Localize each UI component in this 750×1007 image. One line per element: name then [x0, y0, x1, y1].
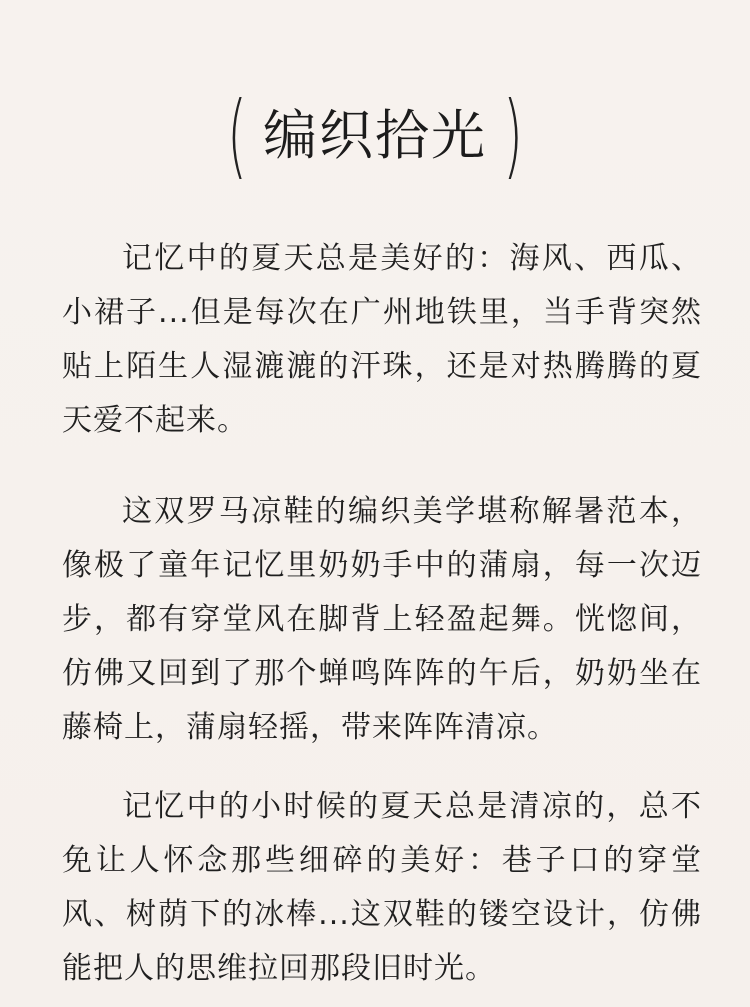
- paragraph-block-2: [62, 485, 702, 755]
- title-close-paren: ): [503, 82, 523, 189]
- title-group: [219, 82, 531, 189]
- paragraph-block-3: [62, 780, 702, 996]
- title-text: 编织拾光: [263, 104, 487, 167]
- paragraph-2: 这双罗马凉鞋的编织美学堪称解暑范本，像极了童年记忆里奶奶手中的蒲扇，每一次迈步，都有穿堂风在脚背上轻盈起舞。恍惚间，仿佛又回到了那个蝉鸣阵阵的午后，奶奶坐在藤椅上，蒲扇轻摇，带来阵阵清凉。: [62, 494, 702, 745]
- paragraph-block-1: [62, 232, 702, 448]
- title-open-paren: (: [227, 82, 247, 189]
- paragraph-3: 记忆中的小时候的夏天总是清凉的，总不免让人怀念那些细碎的美好：巷子口的穿堂风、树荫下的冰棒...这双鞋的镂空设计，仿佛能把人的思维拉回那段旧时光。: [62, 789, 702, 986]
- paragraph-1: 记忆中的夏天总是美好的：海风、西瓜、小裙子...但是每次在广州地铁里，当手背突然贴上陌生人湿漉漉的汗珠，还是对热腾腾的夏天爱不起来。: [62, 241, 702, 438]
- page-title: [0, 82, 750, 189]
